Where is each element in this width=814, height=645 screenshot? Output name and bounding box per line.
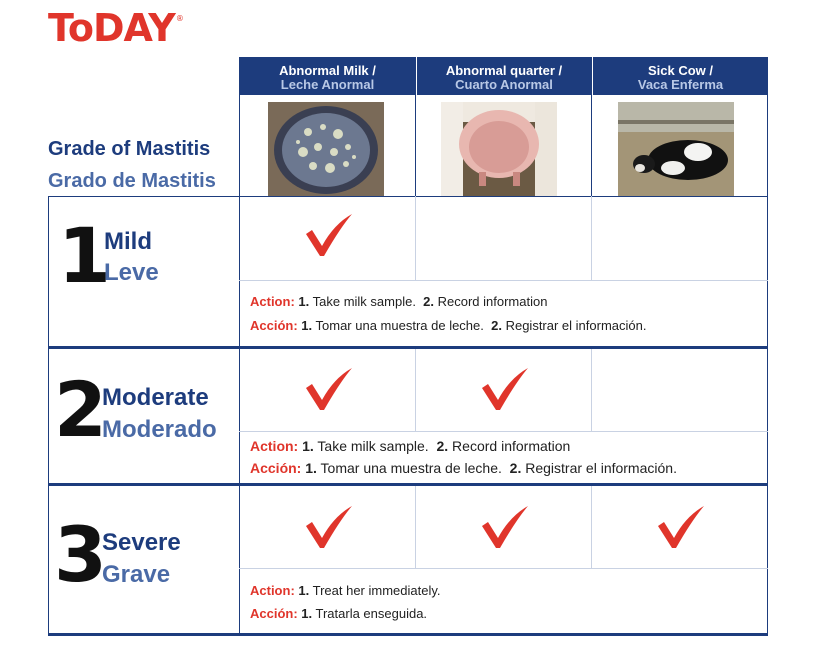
today-logo: ToDAY® xyxy=(48,6,183,50)
table-bottom-border xyxy=(48,633,768,636)
cell-divider xyxy=(591,486,592,568)
grade-name-es: Leve xyxy=(104,259,159,286)
table-right-border xyxy=(767,57,768,636)
header-es: Leche Anormal xyxy=(280,77,375,92)
action-divider xyxy=(239,431,768,432)
abnormal-milk-photo xyxy=(268,102,384,196)
grade-title-es: Grado de Mastitis xyxy=(48,170,216,192)
cell-divider xyxy=(415,486,416,568)
header-abnormal-quarter xyxy=(417,57,591,95)
row-divider xyxy=(48,346,768,349)
check-mark-icon xyxy=(302,504,354,550)
action-en: Action: 1. Take milk sample. 2. Record information xyxy=(250,438,571,454)
action-es: Acción: 1. Tomar una muestra de leche. 2. Registrar el información. xyxy=(250,460,677,476)
grade-number: 2 xyxy=(54,365,107,454)
table-top-border xyxy=(48,196,768,197)
grade-title-en: Grade of Mastitis xyxy=(48,138,211,160)
check-mark-icon xyxy=(478,504,530,550)
header-en: Abnormal quarter / xyxy=(445,63,563,78)
udder-photo xyxy=(441,102,557,196)
table-left-border xyxy=(48,196,49,636)
header-en: Abnormal Milk / xyxy=(279,63,376,78)
cell-divider xyxy=(415,196,416,280)
action-en: Action: 1. Take milk sample. 2. Record information xyxy=(250,294,548,309)
check-mark-icon xyxy=(478,366,530,412)
grade-name-en: Severe xyxy=(102,529,181,556)
grade-number: 1 xyxy=(58,211,111,300)
check-mark-icon xyxy=(654,504,706,550)
column-divider xyxy=(239,57,240,636)
column-divider xyxy=(591,57,592,197)
cell-divider xyxy=(591,349,592,431)
grade-name-en: Mild xyxy=(104,228,152,255)
grade-number: 3 xyxy=(54,510,107,599)
action-es: Acción: 1. Tratarla enseguida. xyxy=(250,606,428,621)
cell-divider xyxy=(591,196,592,280)
check-mark-icon xyxy=(302,366,354,412)
action-en: Action: 1. Treat her immediately. xyxy=(250,583,441,598)
header-es: Vaca Enferma xyxy=(637,77,724,92)
header-en: Sick Cow / xyxy=(647,63,714,78)
grade-name-es: Grave xyxy=(102,561,171,588)
action-divider xyxy=(239,280,768,281)
header-es: Cuarto Anormal xyxy=(455,77,553,92)
column-divider xyxy=(415,57,416,197)
header-sick-cow xyxy=(593,57,768,95)
cell-divider xyxy=(415,349,416,431)
grade-name-en: Moderate xyxy=(102,384,209,411)
sick-cow-photo xyxy=(618,102,734,196)
action-divider xyxy=(239,568,768,569)
row-divider xyxy=(48,483,768,486)
check-mark-icon xyxy=(302,212,354,258)
header-abnormal-milk xyxy=(240,57,415,95)
grade-name-es: Moderado xyxy=(102,416,217,443)
action-es: Acción: 1. Tomar una muestra de leche. 2. Registrar el información. xyxy=(250,318,647,333)
